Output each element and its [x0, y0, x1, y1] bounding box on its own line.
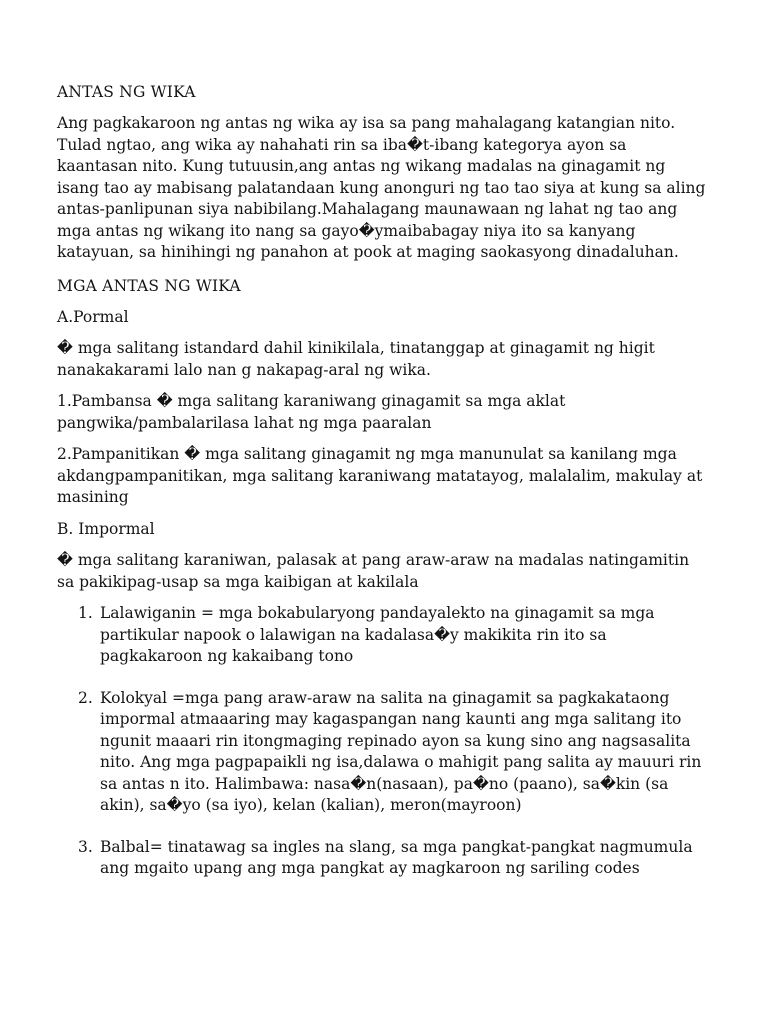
intro-paragraph: Ang pagkakaroon ng antas ng wika ay isa sa pang mahalagang katangian nito. Tulad ngtao, ang wika ay nahahati rin sa iba�t-ibang kategorya ayon sa kaantasan nito. Kung tutuusin,ang antas ng wikang madalas na ginagamit ng isang tao ay mabisang palatandaan kung anonguri ng tao tao siya at kung sa aling antas-panlipunan siya nabibilang.Mahalagang maunawaan ng lahat ng tao ang mga antas ng wikang ito nang sa gayo�ymaibabagay niya ito sa kanyang katayuan, sa hinihingi ng panahon at pook at maging saokasyong dinadaluhan. [57, 114, 706, 261]
list-item-number: 2. [78, 688, 93, 707]
list-item-number: 1. [78, 604, 93, 622]
section-title: MGA ANTAS NG WIKA [57, 276, 241, 295]
list-item-text: Kolokyal =mga pang araw-araw na salita na ginagamit sa pagkakataong impormal atmaaaring may kagaspangan nang kaunti ang mga salitang ito ngunit maaari rin itongmaging repinado ayon sa kung sino ang nagsasalita nito. Ang mga pagpapaikli ng isa,dalawa o mahigit pang salita ay mauuri rin sa antas n ito. Halimbawa: nasa�n(nasaan), pa�no (paano), sa�kin (sa akin), sa�yo (sa iyo), kelan (kalian), meron(mayroon) [100, 688, 702, 814]
pormal-item-pambansa: 1.Pambansa � mga salitang karaniwang ginagamit sa mga aklat pangwika/pambalarilasa lahat ng mga paaralan [57, 392, 566, 432]
impormal-label: B. Impormal [57, 519, 155, 538]
document-title: ANTAS NG WIKA [57, 83, 196, 101]
list-item-balbal [57, 837, 707, 880]
pormal-label: A.Pormal [57, 307, 129, 326]
pormal-definition: � mga salitang istandard dahil kinikilala, tinatanggap at ginagamit ng higit nanakakarami lalo nan g nakapag-aral ng wika. [57, 339, 655, 379]
list-item-lalawiganin [57, 603, 707, 668]
impormal-definition: � mga salitang karaniwan, palasak at pang araw-araw na madalas natingamitin sa pakikipag-usap sa mga kaibigan at kakilala [57, 551, 690, 591]
list-item-number: 3. [78, 837, 93, 856]
list-item-text: Lalawiganin = mga bokabularyong pandayalekto na ginagamit sa mga partikular napook o lalawigan na kadalasa�y makikita rin ito sa pagkakaroon ng kakaibang tono [100, 604, 655, 665]
document-page [57, 82, 707, 900]
impormal-list [57, 603, 707, 880]
pormal-item-pampanitikan: 2.Pampanitikan � mga salitang ginagamit ng mga manunulat sa kanilang mga akdangpampanitikan, mga salitang karaniwang matatayog, malalalim, makulay at masining [57, 445, 703, 506]
list-item-kolokyal [57, 688, 707, 817]
list-item-text: Balbal= tinatawag sa ingles na slang, sa mga pangkat-pangkat nagmumula ang mgaito upang ang mga pangkat ay magkaroon ng sariling codes [100, 837, 693, 877]
